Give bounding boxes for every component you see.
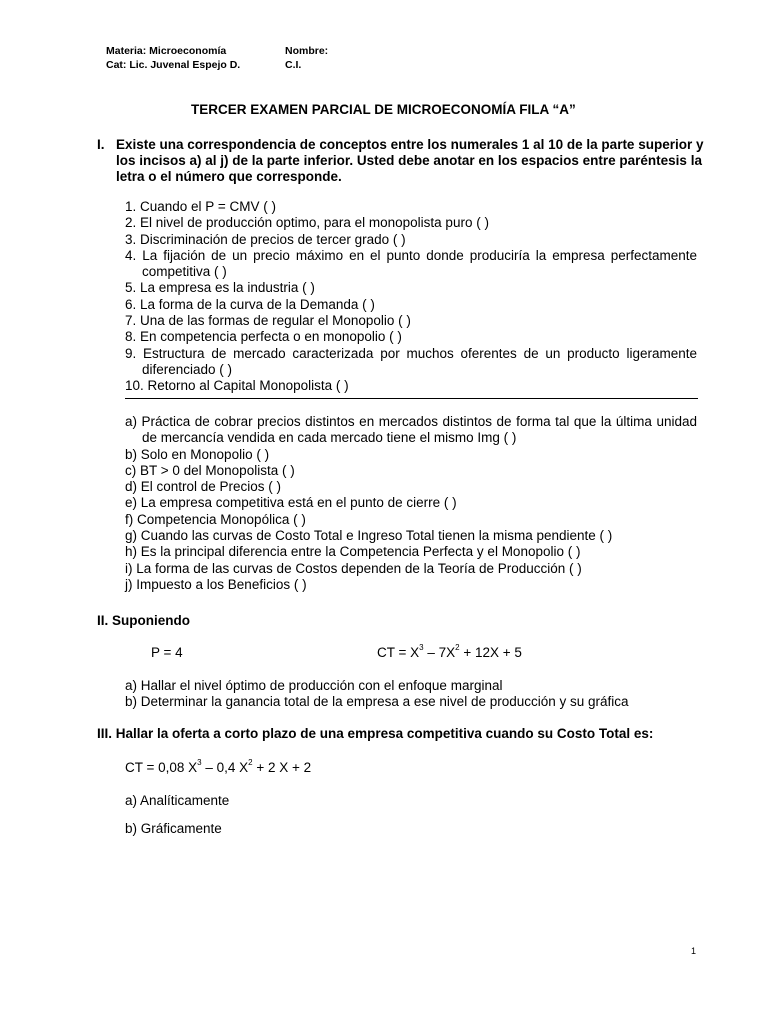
- list-item: 5. La empresa es la industria ( ): [125, 280, 315, 296]
- list-item: f) Competencia Monopólica ( ): [125, 511, 306, 527]
- list-item: 7. Una de las formas de regular el Monopolio ( ): [125, 313, 411, 329]
- list-item: 3. Discriminación de precios de tercer grado ( ): [125, 231, 406, 247]
- list-item: 2. El nivel de producción optimo, para el monopolista puro ( ): [125, 215, 489, 231]
- list-item: 4. La fijación de un precio máximo en el punto donde produciría la empresa perfectamente competitiva ( ): [125, 247, 697, 280]
- professor-label: Cat: Lic. Juvenal Espejo D.: [106, 59, 241, 71]
- numbered-concepts-list: [125, 199, 697, 395]
- id-field-label: C.I.: [285, 59, 302, 71]
- section-1-number: I.: [97, 137, 105, 152]
- list-item: 8. En competencia perfecta o en monopolio ( ): [125, 329, 402, 345]
- subject-label: Materia: Microeconomía: [106, 45, 227, 57]
- list-item: c) BT > 0 del Monopolista ( ): [125, 462, 295, 478]
- exam-title: TERCER EXAMEN PARCIAL DE MICROECONOMÍA FILA “A”: [191, 102, 576, 117]
- section-2-item-b: b) Determinar la ganancia total de la empresa a ese nivel de producción y su gráfica: [125, 694, 629, 709]
- section-1-instruction: [97, 137, 717, 185]
- section-3-item-b: b) Gráficamente: [125, 821, 222, 836]
- list-item: g) Cuando las curvas de Costo Total e Ingreso Total tienen la misma pendiente ( ): [125, 528, 613, 544]
- list-item: i) La forma de las curvas de Costos dependen de la Teoría de Producción ( ): [125, 560, 582, 576]
- price-equation: P = 4: [151, 645, 183, 660]
- list-item: 9. Estructura de mercado caracterizada por muchos oferentes de un producto ligeramente diferenciado ( ): [125, 345, 697, 377]
- list-item: j) Impuesto a los Beneficios ( ): [125, 576, 307, 592]
- divider-line: [125, 398, 698, 399]
- list-item: b) Solo en Monopolio ( ): [125, 446, 270, 462]
- section-1-text: Existe una correspondencia de conceptos entre los numerales 1 al 10 de la parte superior y los incisos a) al j) de la parte inferior. Usted debe anotar en los espacios entre paréntesis la letra o el número que corresponde.: [116, 137, 704, 184]
- section-3-heading: III. Hallar la oferta a corto plazo de una empresa competitiva cuando su Costo Total es:: [97, 726, 654, 741]
- page-number: 1: [691, 946, 697, 956]
- cost-equation-3: CT = 0,08 $X^3 - 0,4$ $X^2 + 2$ X + 2: [125, 758, 312, 775]
- section-3-item-a: a) Analíticamente: [125, 793, 230, 808]
- list-item: a) Práctica de cobrar precios distintos en mercados distintos de forma tal que la última unidad de mercancía vendida en cada mercado tiene el mismo Img ( ): [125, 414, 697, 446]
- cost-equation-2: CT = $X^3 - 7X^2 + 12X + 5$: [377, 643, 522, 660]
- lettered-concepts-list: [125, 414, 697, 593]
- section-2-heading: II. Suponiendo: [97, 613, 190, 628]
- list-item: 1. Cuando el P = CMV ( ): [125, 199, 276, 214]
- list-item: 6. La forma de la curva de la Demanda ( ): [125, 296, 375, 312]
- list-item: d) El control de Precios ( ): [125, 479, 282, 495]
- list-item: h) Es la principal diferencia entre la Competencia Perfecta y el Monopolio ( ): [125, 544, 581, 560]
- list-item: 10. Retorno al Capital Monopolista ( ): [125, 378, 349, 394]
- section-2-item-a: a) Hallar el nivel óptimo de producción con el enfoque marginal: [125, 678, 503, 693]
- list-item: e) La empresa competitiva está en el punto de cierre ( ): [125, 495, 457, 511]
- name-field-label: Nombre:: [285, 45, 329, 57]
